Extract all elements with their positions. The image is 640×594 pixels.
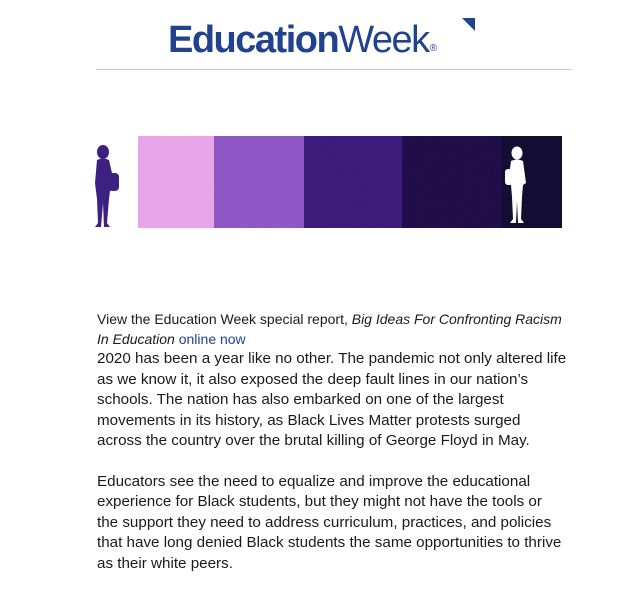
logo-registered-mark: ® xyxy=(429,43,438,54)
logo-word-education: Education xyxy=(168,19,339,61)
hero-banner-image[interactable] xyxy=(82,132,566,232)
logo-corner-triangle-icon xyxy=(462,18,475,31)
email-body xyxy=(97,309,567,594)
header-divider xyxy=(96,69,572,70)
body-paragraph-1: 2020 has been a year like no other. The pandemic not only altered life as we know it, it also exposed the deep fault lines in our nation’s schools. The nation has also embarked on one of the largest movements in its history, as Black Lives Matter protests surged across the country over the brutal killing of George Floyd in May. xyxy=(97,350,567,449)
online-now-link[interactable]: online now xyxy=(178,331,246,347)
email-header xyxy=(0,0,640,70)
student-silhouette-left-icon xyxy=(90,143,122,229)
student-silhouette-right-icon xyxy=(502,145,532,225)
logo-word-week: Week xyxy=(338,19,429,61)
special-report-lead: View the Education Week special report, xyxy=(97,311,352,327)
special-report-title: Big Ideas For Confronting Racism In Education xyxy=(97,311,562,347)
education-week-logo[interactable] xyxy=(168,18,437,62)
special-report-intro xyxy=(97,309,567,349)
body-paragraph-2: Educators see the need to equalize and improve the educational experience for Black students, but they might not have the tools or the support they need to address curriculum, practices, and policies that have long denied Black students the same opportunities to thrive as their white peers. xyxy=(97,472,562,572)
